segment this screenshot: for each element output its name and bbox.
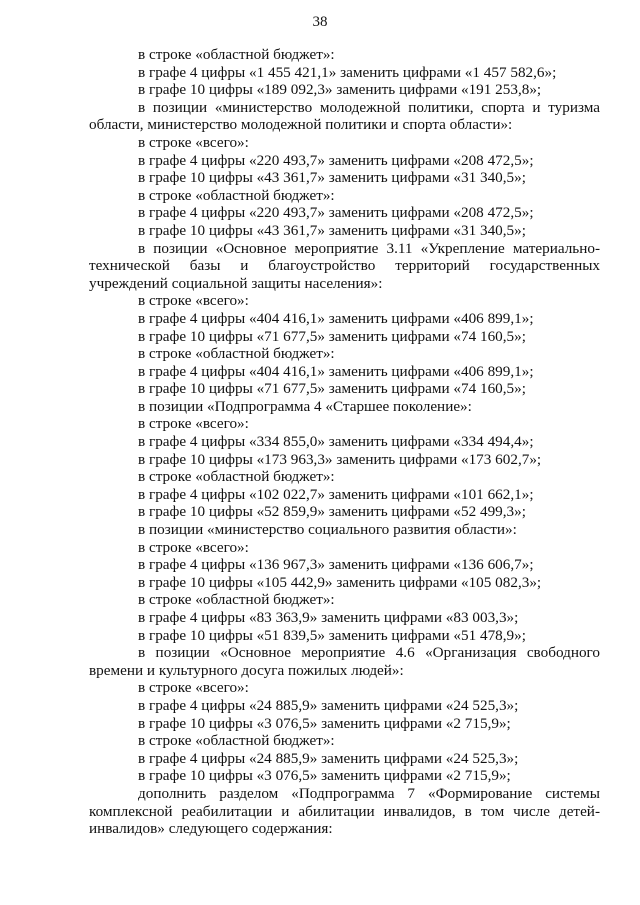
page-number: 38 — [312, 14, 328, 30]
text-line: в графе 4 цифры «404 416,1» заменить цифрами «406 899,1»; — [138, 362, 534, 380]
text-line: области, министерство молодежной политики и спорта области»: — [89, 116, 513, 134]
text-line: в строке «областной бюджет»: — [138, 591, 335, 609]
text-line: в графе 10 цифры «51 839,5» заменить цифрами «51 478,9»; — [138, 626, 526, 644]
text-line: в строке «областной бюджет»: — [138, 732, 335, 750]
text-line: в графе 10 цифры «3 076,5» заменить цифрами «2 715,9»; — [138, 767, 511, 785]
text-line: в графе 4 цифры «404 416,1» заменить цифрами «406 899,1»; — [138, 309, 534, 327]
text-line: в графе 10 цифры «43 361,7» заменить цифрами «31 340,5»; — [138, 221, 526, 239]
text-line: в строке «всего»: — [138, 538, 249, 556]
text-line: технической базы и благоустройство территорий государственных — [89, 257, 600, 275]
text-line: в строке «областной бюджет»: — [138, 468, 335, 486]
text-line: в графе 4 цифры «24 885,9» заменить цифрами «24 525,3»; — [138, 696, 519, 714]
text-line: в строке «всего»: — [138, 679, 249, 697]
text-line: в строке «всего»: — [138, 292, 249, 310]
text-line: в графе 4 цифры «136 967,3» заменить цифрами «136 606,7»; — [138, 556, 534, 574]
document-body — [89, 46, 600, 838]
text-line: комплексной реабилитации и абилитации инвалидов, в том числе детей- — [89, 802, 600, 820]
text-line: в графе 10 цифры «71 677,5» заменить цифрами «74 160,5»; — [138, 327, 526, 345]
text-line: в строке «областной бюджет»: — [138, 345, 335, 363]
text-line: в строке «всего»: — [138, 415, 249, 433]
text-line: в графе 10 цифры «105 442,9» заменить цифрами «105 082,3»; — [138, 573, 542, 591]
text-line: в графе 10 цифры «173 963,3» заменить цифрами «173 602,7»; — [138, 450, 542, 468]
text-line: в графе 4 цифры «24 885,9» заменить цифрами «24 525,3»; — [138, 749, 519, 767]
text-line: в графе 10 цифры «71 677,5» заменить цифрами «74 160,5»; — [138, 380, 526, 398]
text-line: в позиции «Основное мероприятие 4.6 «Организация свободного — [138, 644, 600, 662]
text-line: в строке «областной бюджет»: — [138, 46, 335, 63]
text-line: дополнить разделом «Подпрограмма 7 «Формирование системы — [138, 784, 600, 802]
text-line: в позиции «министерство социального развития области»: — [138, 521, 517, 539]
text-line: учреждений социальной защиты населения»: — [89, 274, 383, 292]
text-line: в графе 10 цифры «189 092,3» заменить цифрами «191 253,8»; — [138, 81, 542, 99]
text-line: в графе 10 цифры «52 859,9» заменить цифрами «52 499,3»; — [138, 503, 526, 521]
text-line: в графе 4 цифры «83 363,9» заменить цифрами «83 003,3»; — [138, 609, 519, 626]
text-line: в графе 10 цифры «3 076,5» заменить цифрами «2 715,9»; — [138, 714, 511, 732]
text-line: в строке «всего»: — [138, 133, 249, 151]
text-line: в позиции «Основное мероприятие 3.11 «Укрепление материально- — [138, 239, 600, 257]
text-line: в графе 4 цифры «220 493,7» заменить цифрами «208 472,5»; — [138, 151, 534, 169]
text-line: в позиции «Подпрограмма 4 «Старшее поколение»: — [138, 397, 472, 415]
text-line: в графе 4 цифры «220 493,7» заменить цифрами «208 472,5»; — [138, 204, 534, 222]
text-line: в позиции «министерство молодежной политики, спорта и туризма — [138, 98, 600, 116]
text-line: в графе 4 цифры «1 455 421,1» заменить цифрами «1 457 582,6»; — [138, 63, 557, 81]
text-line: в графе 4 цифры «334 855,0» заменить цифрами «334 494,4»; — [138, 433, 534, 451]
text-line: инвалидов» следующего содержания: — [89, 820, 333, 838]
text-line: в строке «областной бюджет»: — [138, 186, 335, 204]
text-line: времени и культурного досуга пожилых людей»: — [89, 661, 404, 679]
text-line: в графе 4 цифры «102 022,7» заменить цифрами «101 662,1»; — [138, 485, 534, 503]
text-line: в графе 10 цифры «43 361,7» заменить цифрами «31 340,5»; — [138, 169, 526, 187]
